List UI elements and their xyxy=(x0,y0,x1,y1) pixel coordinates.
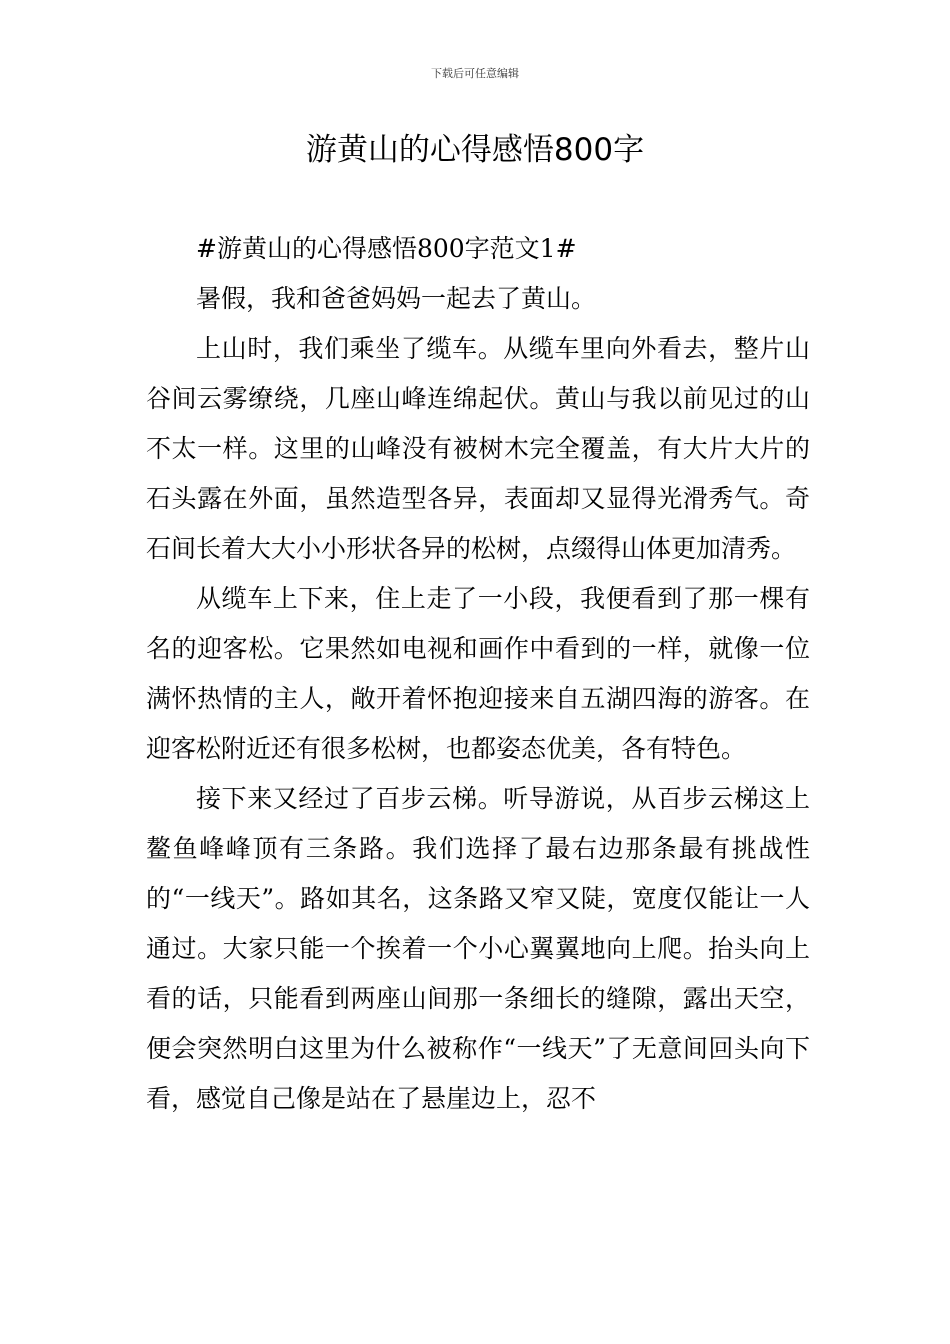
paragraph: 接下来又经过了百步云梯。听导游说，从百步云梯这上鳌鱼峰峰顶有三条路。我们选择了最右边那条最有挑战性的“一线天”。路如其名，这条路又窄又陡，宽度仅能让一人通过。大家只能一个挨着一个小心翼翼地向上爬。抬头向上看的话，只能看到两座山间那一条细长的缝隙，露出天空，便会突然明白这里为什么被称作“一线天”了无意间回头向下看，感觉自己像是站在了悬崖边上，忍不 xyxy=(146,784,810,1113)
paragraph: 上山时，我们乘坐了缆车。从缆车里向外看去，整片山谷间云雾缭绕，几座山峰连绵起伏。黄山与我以前见过的山不太一样。这里的山峰没有被树木完全覆盖，有大片大片的石头露在外面，虽然造型各异，表面却又显得光滑秀气。奇石间长着大大小小形状各异的松树，点缀得山体更加清秀。 xyxy=(146,334,810,563)
paragraph: 暑假，我和爸爸妈妈一起去了黄山。 xyxy=(196,284,597,313)
header-note: 下载后可任意编辑 xyxy=(431,67,519,80)
document-title: 游黄山的心得感悟800字 xyxy=(305,132,645,168)
paragraph-heading: #游黄山的心得感悟800字范文1# xyxy=(196,234,577,263)
document-body xyxy=(146,224,810,1124)
paragraph: 从缆车上下来，住上走了一小段，我便看到了那一棵有名的迎客松。它果然如电视和画作中看到的一样，就像一位满怀热情的主人，敞开着怀抱迎接来自五湖四海的游客。在迎客松附近还有很多松树，也都姿态优美，各有特色。 xyxy=(146,584,810,763)
